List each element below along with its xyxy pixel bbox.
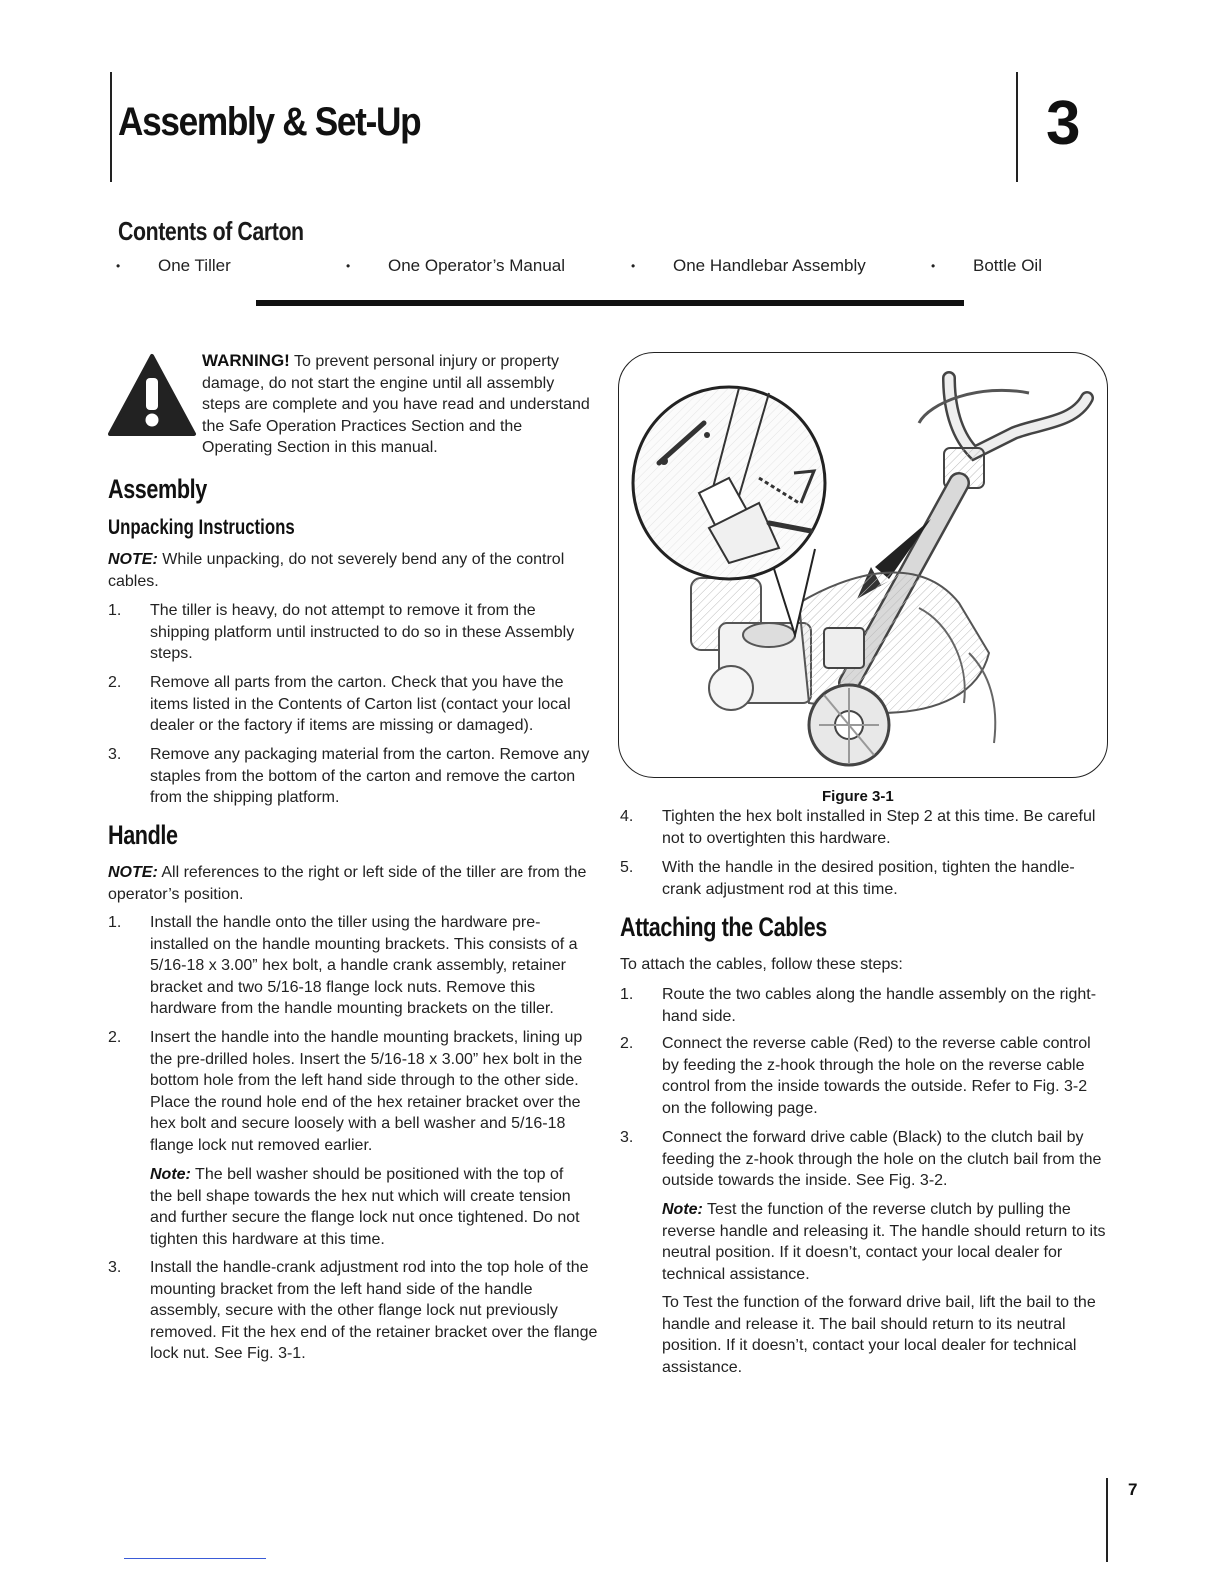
unpacking-heading: Unpacking Instructions (108, 516, 295, 539)
bullet-icon: • (116, 259, 121, 273)
footer-line (124, 1558, 266, 1559)
chapter-left-bar (110, 72, 112, 182)
chapter-number: 3 (1046, 89, 1081, 158)
page-number: 7 (1128, 1480, 1138, 1499)
cables-intro: To attach the cables, follow these steps: (620, 956, 903, 973)
bullet-icon: • (931, 259, 936, 273)
list-item: 3. Connect the forward drive cable (Black) to the clutch bail by feeding the z-hook through the hole on the clutch bail from the outside towards the inside. See Fig. 3-2. (620, 1129, 1102, 1189)
cables-heading: Attaching the Cables (620, 912, 827, 942)
list-item: 3. Remove any packaging material from the carton. Remove any staples from the bottom of the carton and remove the carton from the shipping platform. (108, 746, 590, 806)
list-item: 1. Route the two cables along the handle assembly on the right-hand side. (620, 986, 1097, 1025)
list-item: 2. Remove all parts from the carton. Check that you have the items listed in the Contents of Carton list (contact your local dealer or the factory if items are missing or damaged). (108, 674, 571, 734)
cables-note: Note: Test the function of the reverse clutch by pulling the reverse handle and releasing it. The handle should return to its neutral position. If it doesn’t, contact your local dealer for technical assistance. (662, 1201, 1106, 1283)
cables-note-2: To Test the function of the forward drive bail, lift the bail to the handle and release it. The bail should return to its neutral position. If it doesn’t, contact your local dealer for technical assistance. (662, 1294, 1096, 1376)
figure-3-1-image (618, 352, 1108, 778)
list-item: 1. Install the handle onto the tiller using the hardware pre-installed on the handle mounting brackets. This consists of a 5/16-18 x 3.00” hex bolt, a handle crank assembly, retainer bracket and two 5/16-18 flange lock nuts. Remove this hardware from the handle mounting brackets on the tiller. (108, 914, 578, 1017)
list-item: 5. With the handle in the desired position, tighten the handle-crank adjustment rod at this time. (620, 859, 1075, 898)
contents-heading: Contents of Carton (118, 216, 304, 246)
list-item: 2. Connect the reverse cable (Red) to the reverse cable control by feeding the z-hook through the hole on the reverse cable control from the inside towards the outside. Refer to Fig. 3-2 on the following page. (620, 1035, 1091, 1117)
contents-item: • One Operator’s Manual (346, 256, 566, 275)
handle-heading: Handle (108, 820, 178, 850)
chapter-right-bar (1016, 72, 1018, 182)
warning-triangle-icon (106, 352, 198, 438)
contents-item: • One Handlebar Assembly (631, 256, 866, 275)
contents-item: • Bottle Oil (931, 256, 1042, 275)
chapter-title: Assembly & Set-Up (118, 100, 421, 144)
contents-item: • One Tiller (116, 256, 231, 275)
tiller-illustration (619, 353, 1107, 777)
warning-label: WARNING! (202, 351, 290, 370)
assembly-heading: Assembly (108, 474, 207, 504)
list-item: 4. Tighten the hex bolt installed in Step 2 at this time. Be careful not to overtighten this hardware. (620, 808, 1096, 847)
bullet-icon: • (631, 259, 636, 273)
list-item: 2. Insert the handle into the handle mounting brackets, lining up the pre-drilled holes. Insert the 5/16-18 x 3.00” hex bolt in the bottom hole from the left hand side through to the other side. Place the round hole end of the hex retainer bracket over the hex bolt and secure loosely with a bell washer and 5/16-18 flange lock nut removed earlier. (108, 1029, 583, 1154)
figure-caption: Figure 3-1 (822, 788, 894, 805)
warning-text: WARNING! To prevent personal injury or property damage, do not start the engine until all assembly steps are complete and you have read and understand the Safe Operation Practices Section and the Operating Section in this manual. (202, 351, 590, 456)
list-item: 1. The tiller is heavy, do not attempt to remove it from the shipping platform until instructed to do so in these Assembly steps. (108, 602, 575, 662)
handle-note: NOTE: All references to the right or left side of the tiller are from the operator’s position. (108, 864, 587, 903)
section-divider (256, 300, 964, 306)
list-item: 3. Install the handle-crank adjustment rod into the top hole of the mounting bracket from the left hand side of the handle assembly, secure with the other flange lock nut previously removed. Fit the hex end of the retainer bracket over the flange lock nut. See Fig. 3-1. (108, 1259, 598, 1362)
bullet-icon: • (346, 259, 351, 273)
handle-sub-note: Note: The bell washer should be positioned with the top of the bell shape towards the hex nut which will create tension and further secure the flange lock nut once tightened. Do not tighten this hardware at this time. (150, 1166, 580, 1248)
unpacking-note: NOTE: While unpacking, do not severely bend any of the control cables. (108, 551, 565, 590)
page-number-bar (1106, 1478, 1108, 1562)
